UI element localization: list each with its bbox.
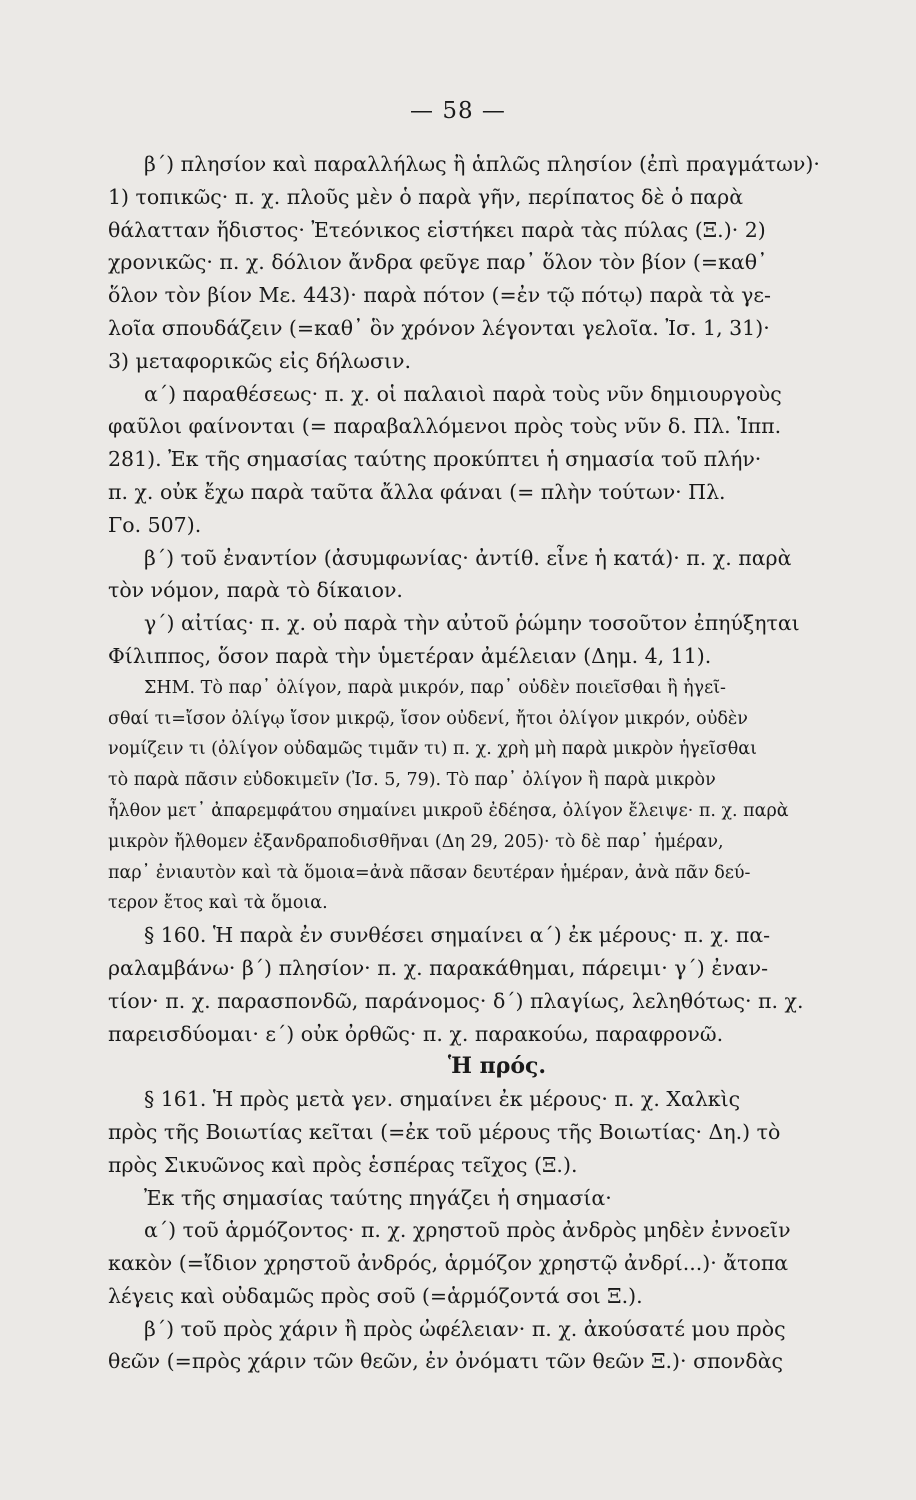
text-line: φαῦλοι φαίνονται (= παραβαλλόμενοι πρὸς τοὺς νῦν δ. Πλ. Ἱππ.: [108, 414, 782, 439]
text-line: ραλαμβάνω· β΄) πλησίον· π. χ. παρακάθημαι, πάρειμι· γ΄) ἐναν-: [108, 955, 769, 980]
text-line: 3) μεταφορικῶς εἰς δήλωσιν.: [108, 348, 411, 373]
text-line: θεῶν (=πρὸς χάριν τῶν θεῶν, ἐν ὀνόματι τῶν θεῶν Ξ.)· σπονδὰς: [108, 1349, 784, 1374]
note-line: μικρὸν ἤλθομεν ἐξανδραποδισθῆναι (Δη 29, 205)· τὸ δὲ παρ᾽ ἡμέραν,: [108, 831, 724, 852]
text-line: Φίλιππος, ὅσον παρὰ τὴν ὑμετέραν ἀμέλειαν (Δημ. 4, 11).: [108, 643, 712, 668]
page-body: [108, 148, 886, 1378]
text-line: 281). Ἐκ τῆς σημασίας ταύτης προκύπτει ἡ σημασία τοῦ πλήν·: [108, 447, 762, 472]
text-line: πρὸς Σικυῶνος καὶ πρὸς ἑσπέρας τεῖχος (Ξ.).: [108, 1152, 578, 1177]
text-line: α΄) παραθέσεως· π. χ. οἱ παλαιοὶ παρὰ τοὺς νῦν δημιουργοὺς: [144, 381, 782, 406]
text-line: πρὸς τῆς Βοιωτίας κεῖται (=ἐκ τοῦ μέρους τῆς Βοιωτίας· Δη.) τὸ: [108, 1119, 781, 1144]
text-line: Γο. 507).: [108, 512, 202, 537]
text-line: § 161. Ἡ πρὸς μετὰ γεν. σημαίνει ἐκ μέρους· π. χ. Χαλκὶς: [144, 1087, 741, 1112]
text-line: χρονικῶς· π. χ. δόλιον ἄνδρα φεῦγε παρ᾽ ὅλον τὸν βίον (=καθ᾽: [108, 250, 768, 275]
text-line: β΄) τοῦ ἐναντίον (ἀσυμφωνίας· ἀντίθ. εἶνε ἡ κατά)· π. χ. παρὰ: [144, 545, 792, 570]
text-line: ὅλον τὸν βίον Με. 443)· παρὰ πότον (=ἐν τῷ πότῳ) παρὰ τὰ γε-: [108, 283, 771, 308]
text-line: λέγεις καὶ οὐδαμῶς πρὸς σοῦ (=ἁρμόζοντά σοι Ξ.).: [108, 1283, 643, 1308]
text-line: 1) τοπικῶς· π. χ. πλοῦς μὲν ὁ παρὰ γῆν, περίπατος δὲ ὁ παρὰ: [108, 184, 744, 209]
text-line: γ΄) αἰτίας· π. χ. οὐ παρὰ τὴν αὐτοῦ ῥώμην τοσοῦτον ἐπηύξηται: [144, 611, 800, 636]
note-line: σθαί τι=ἴσον ὀλίγῳ ἴσον μικρῷ, ἴσον οὐδενί, ἤτοι ὀλίγον μικρόν, οὐδὲν: [108, 708, 748, 729]
note-line: ἦλθον μετ᾽ ἀπαρεμφάτου σημαίνει μικροῦ ἐδέησα, ὀλίγον ἔλειψε· π. χ. παρὰ: [108, 800, 789, 821]
text-line: παρεισδύομαι· ε΄) οὐκ ὀρθῶς· π. χ. παρακούω, παραφρονῶ.: [108, 1021, 724, 1046]
page-number: — 58 —: [410, 98, 506, 124]
text-line: π. χ. οὐκ ἔχω παρὰ ταῦτα ἄλλα φάναι (= πλὴν τούτων· Πλ.: [108, 479, 726, 504]
text-line: § 160. Ἡ παρὰ ἐν συνθέσει σημαίνει α΄) ἐκ μέρους· π. χ. πα-: [144, 923, 771, 948]
text-line: τίον· π. χ. παρασπονδῶ, παράνομος· δ΄) πλαγίως, λεληθότως· π. χ.: [108, 988, 804, 1013]
text-line: κακὸν (=ἴδιον χρηστοῦ ἀνδρός, ἁρμόζον χρηστῷ ἀνδρί...)· ἄτοπα: [108, 1251, 789, 1276]
text-line: θάλατταν ἥδιστος· Ἐτεόνικος εἱστήκει παρὰ τὰς πύλας (Ξ.)· 2): [108, 217, 766, 242]
note-line: τὸ παρὰ πᾶσιν εὐδοκιμεῖν (Ἰσ. 5, 79). Τὸ παρ᾽ ὀλίγον ἢ παρὰ μικρὸν: [108, 770, 716, 791]
text-line: Ἐκ τῆς σημασίας ταύτης πηγάζει ἡ σημασία·: [144, 1185, 612, 1210]
text-line: τὸν νόμον, παρὰ τὸ δίκαιον.: [108, 578, 403, 603]
note-line: τερον ἔτος καὶ τὰ ὅμοια.: [108, 893, 328, 914]
note-line: παρ᾽ ἐνιαυτὸν καὶ τὰ ὅμοια=ἀνὰ πᾶσαν δευτέραν ἡμέραν, ἀνὰ πᾶν δεύ-: [108, 862, 751, 883]
text-line: β΄) πλησίον καὶ παραλλήλως ἢ ἁπλῶς πλησίον (ἐπὶ πραγμάτων)·: [144, 152, 820, 176]
section-heading: Ἡ πρός.: [447, 1053, 547, 1080]
note-line: νομίζειν τι (ὀλίγον οὐδαμῶς τιμᾶν τι) π. χ. χρὴ μὴ παρὰ μικρὸν ἡγεῖσθαι: [108, 739, 757, 760]
note-line: ΣΗΜ. Τὸ παρ᾽ ὀλίγον, παρὰ μικρόν, παρ᾽ οὐδὲν ποιεῖσθαι ἢ ἡγεῖ-: [144, 677, 726, 698]
text-line: α΄) τοῦ ἁρμόζοντος· π. χ. χρηστοῦ πρὸς ἀνδρὸς μηδὲν ἐννοεῖν: [144, 1218, 791, 1243]
text-line: λοῖα σπουδάζειν (=καθ᾽ ὃν χρόνον λέγονται γελοῖα. Ἰσ. 1, 31)·: [108, 315, 770, 340]
text-line: β΄) τοῦ πρὸς χάριν ἢ πρὸς ὠφέλειαν· π. χ. ἀκούσατέ μου πρὸς: [144, 1316, 786, 1341]
